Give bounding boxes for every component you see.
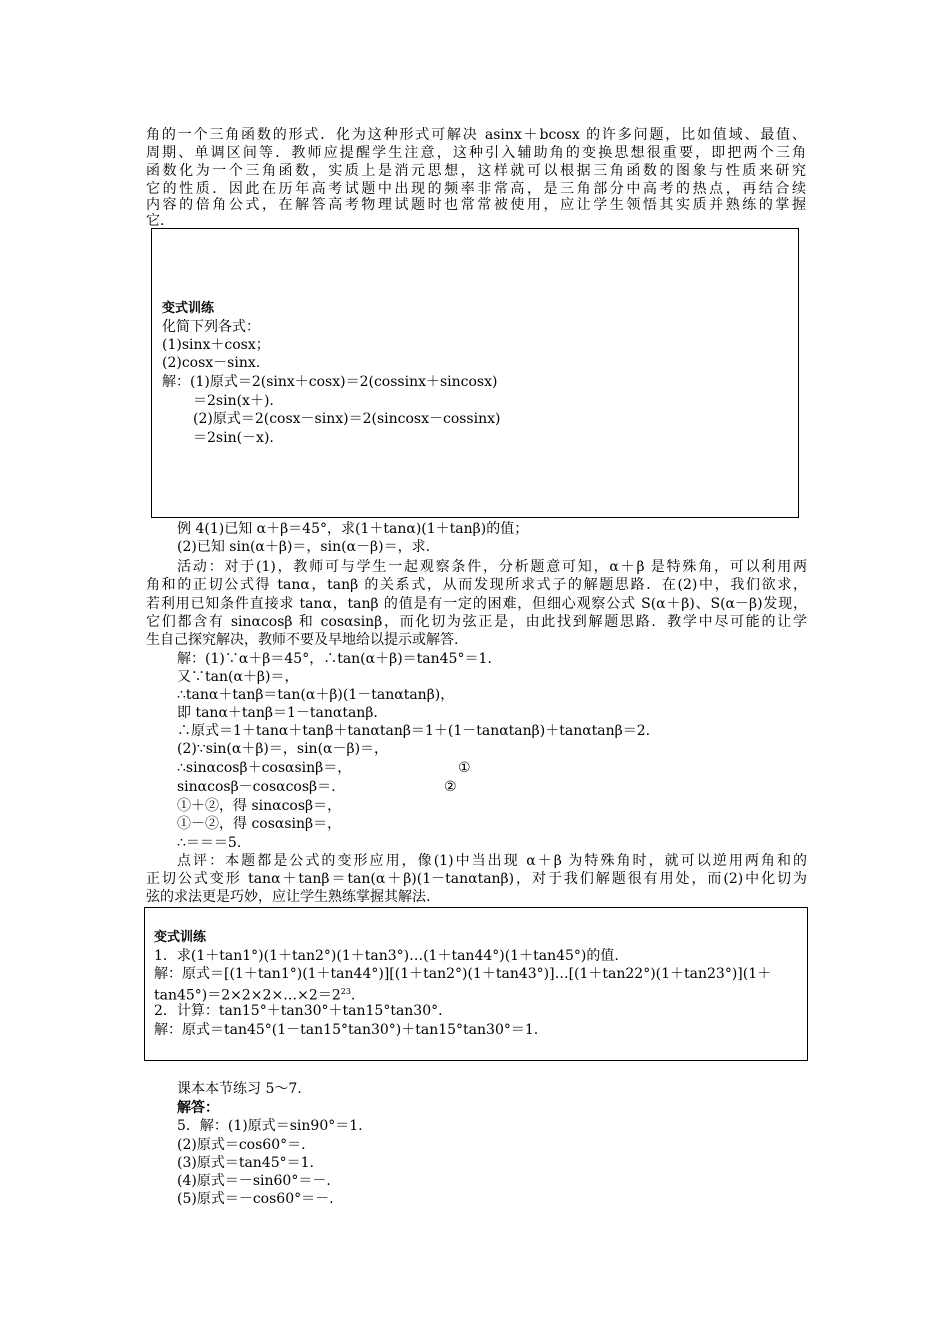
activity-line: 它们都含有 sinαcosβ 和 cosαsinβ，而化切为弦正是，由此找到解题思路．教学中尽可能的让学 xyxy=(146,614,807,630)
solution-line: ①－②，得 cosαsinβ＝， xyxy=(177,816,342,832)
box2-line3-main: tan45°)＝2×2×2×…×2＝2 xyxy=(154,987,341,1004)
comment-line: 正切公式变形 tanα＋tanβ＝tan(α＋β)(1－tanαtanβ)，对于我们解题很有用处，而(2)中化切为 xyxy=(146,871,807,887)
exercise-line: 5．解：(1)原式＝sin90°＝1. xyxy=(177,1118,363,1134)
intro-line: 它． xyxy=(146,213,174,229)
activity-line: 活动：对于(1)，教师可与学生一起观察条件，分析题意可知，α＋β 是特殊角，可以利用两 xyxy=(177,559,807,575)
box1-line: 化简下列各式： xyxy=(162,319,260,335)
solution-line: ∴sinαcosβ＋cosαsinβ＝， xyxy=(177,760,352,776)
box2-line3-end: . xyxy=(350,987,356,1004)
solution-line: 即 tanα＋tanβ＝1－tanαtanβ. xyxy=(177,705,378,721)
intro-line: 内容的倍角公式，在解答高考物理试题时也常常被使用，应让学生领悟其实质并熟练的掌握 xyxy=(146,197,806,213)
intro-line: 周期、单调区间等．教师应提醒学生注意，这种引入辅助角的变换思想很重要，即把两个三角 xyxy=(146,145,806,161)
intro-line: 它的性质．因此在历年高考试题中出现的频率非常高，是三角部分中高考的热点，再结合续 xyxy=(146,181,806,197)
box2-exponent: 23 xyxy=(340,987,351,996)
box2-line: 1．求(1＋tan1°)(1＋tan2°)(1＋tan3°)…(1＋tan44°)(1＋tan45°)的值. xyxy=(154,948,619,964)
activity-line: 生自己探究解决，教师不要及早地给以提示或解答. xyxy=(146,632,459,648)
box2-line: 2．计算：tan15°＋tan30°＋tan15°tan30°. xyxy=(154,1003,443,1019)
solution-line: ∴＝＝＝5. xyxy=(177,835,242,851)
solution-line: sinαcosβ－cosαcosβ＝. xyxy=(177,779,336,795)
comment-line: 点评：本题都是公式的变形应用，像(1)中当出现 α＋β 为特殊角时，就可以逆用两角和的 xyxy=(177,853,807,869)
box2-title: 变式训练 xyxy=(154,930,207,945)
box2-line: 解：原式＝[(1＋tan1°)(1＋tan44°)][(1＋tan2°)(1＋tan43°)]…[(1＋tan22°)(1＋tan23°)](1＋ xyxy=(154,966,772,982)
box1-line: (1)sinx＋cosx； xyxy=(162,337,270,353)
box1-line: ＝2sin(x＋). xyxy=(193,393,274,409)
equation-marker-1: ① xyxy=(458,760,471,776)
solution-line: (2)∵sin(α＋β)＝，sin(α－β)＝， xyxy=(177,741,389,757)
exercise-heading: 解答： xyxy=(177,1100,219,1116)
box1-line: ＝2sin(－x). xyxy=(193,430,274,446)
exercise-line: (3)原式＝tan45°＝1. xyxy=(177,1155,314,1171)
example-line: (2)已知 sin(α＋β)＝，sin(α－β)＝，求. xyxy=(177,539,431,555)
box1-title: 变式训练 xyxy=(162,301,215,316)
example-line: 例 4(1)已知 α＋β＝45°，求(1＋tanα)(1＋tanβ)的值； xyxy=(177,521,529,537)
activity-line: 若利用已知条件直接求 tanα，tanβ 的值是有一定的困难，但细心观察公式 S(α＋β)、S(α－β)发现， xyxy=(146,596,807,612)
comment-line: 弦的求法更是巧妙，应让学生熟练掌握其解法. xyxy=(146,889,431,905)
activity-line: 角和的正切公式得 tanα，tanβ 的关系式，从而发现所求式子的解题思路．在(2)中，我们欲求， xyxy=(146,577,807,593)
equation-marker-2: ② xyxy=(444,779,457,795)
intro-line: 角的一个三角函数的形式．化为这种形式可解决 asinx＋bcosx 的许多问题，比如值域、最值、 xyxy=(146,127,806,143)
solution-line: 解：(1)∵α＋β＝45°，∴tan(α＋β)＝tan45°＝1. xyxy=(177,651,492,667)
exercise-line: 课本本节练习 5～7. xyxy=(177,1081,302,1097)
box2-line: 解：原式＝tan45°(1－tan15°tan30°)＋tan15°tan30°＝1. xyxy=(154,1022,539,1038)
exercise-line: (5)原式＝－cos60°＝－. xyxy=(177,1191,334,1207)
solution-line: ∴tanα＋tanβ＝tan(α＋β)(1－tanαtanβ)， xyxy=(177,687,455,703)
box1-line: 解：(1)原式＝2(sinx＋cosx)＝2(cossinx＋sincosx) xyxy=(162,374,498,390)
box1-line: (2)cosx－sinx. xyxy=(162,355,261,371)
solution-line: ①＋②，得 sinαcosβ＝， xyxy=(177,798,342,814)
box1-line: (2)原式＝2(cosx－sinx)＝2(sincosx－cossinx) xyxy=(193,411,501,427)
intro-line: 函数化为一个三角函数，实质上是消元思想，这样就可以根据三角函数的图象与性质来研究 xyxy=(146,163,806,179)
exercise-line: (2)原式＝cos60°＝. xyxy=(177,1137,306,1153)
solution-line: ∴原式＝1＋tanα＋tanβ＋tanαtanβ＝1＋(1－tanαtanβ)＋tanαtanβ＝2. xyxy=(177,723,651,739)
solution-line: 又∵tan(α＋β)＝， xyxy=(177,669,299,685)
exercise-line: (4)原式＝－sin60°＝－. xyxy=(177,1173,331,1189)
